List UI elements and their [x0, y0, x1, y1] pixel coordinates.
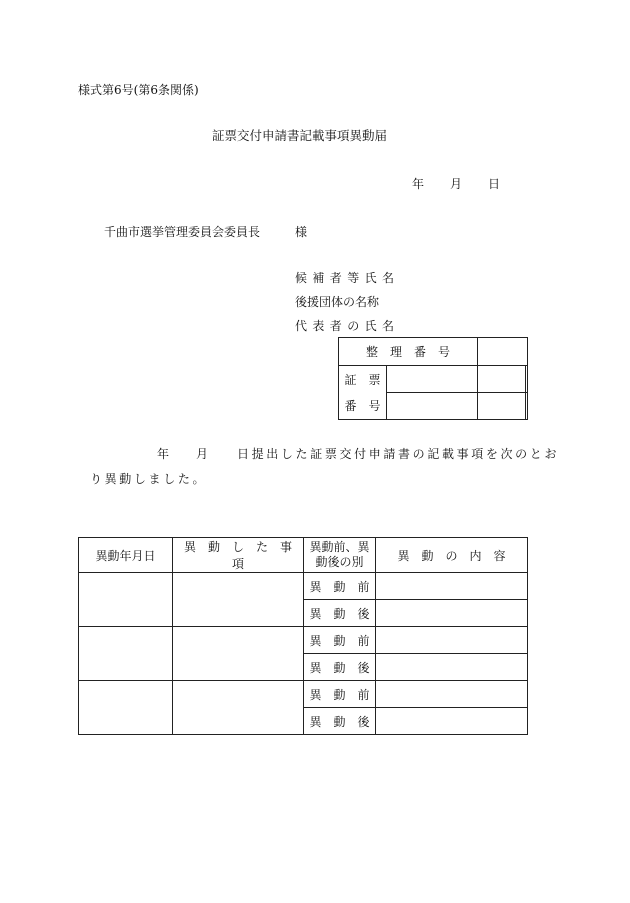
support-group-name-label: 後援団体の名称 [295, 295, 380, 309]
after-label: 異 動 後 [304, 654, 376, 681]
certificate-number-label [339, 366, 387, 420]
date-month-label: 月 [450, 177, 463, 191]
change-content-cell[interactable] [376, 573, 528, 600]
representative-name-label: 代表者の氏名 [295, 319, 400, 333]
change-date-cell[interactable] [79, 573, 173, 627]
certificate-cell[interactable] [478, 393, 526, 420]
after-label: 異 動 後 [304, 708, 376, 735]
change-content-cell[interactable] [376, 627, 528, 654]
after-label: 異 動 後 [304, 600, 376, 627]
certificate-cell[interactable] [387, 393, 478, 420]
change-content-cell[interactable] [376, 654, 528, 681]
body-month-label: 月 [196, 447, 209, 461]
form-number: 様式第6号(第6条関係) [78, 83, 199, 97]
date-day-label: 日 [488, 177, 501, 191]
changed-item-cell[interactable] [173, 681, 304, 735]
id-number-box [338, 337, 528, 420]
body-text-line-2: り異動しました。 [90, 472, 208, 486]
body-text-line-1: 日提出した証票交付申請書の記載事項を次のとお [237, 447, 560, 461]
certificate-label-line-1: 証 票 [344, 372, 381, 387]
certificate-cell[interactable] [526, 393, 528, 420]
certificate-label-line-2: 番 号 [344, 398, 381, 413]
addressee-name: 千曲市選挙管理委員会委員長 [104, 225, 261, 239]
certificate-cell[interactable] [478, 366, 526, 393]
certificate-cell[interactable] [526, 366, 528, 393]
changed-item-cell[interactable] [173, 627, 304, 681]
body-year-label: 年 [157, 447, 170, 461]
header-changed-item: 異 動 し た 事 項 [173, 538, 304, 573]
change-date-cell[interactable] [79, 681, 173, 735]
header-change-content: 異 動 の 内 容 [376, 538, 528, 573]
change-details-table [78, 537, 528, 735]
change-content-cell[interactable] [376, 600, 528, 627]
before-label: 異 動 前 [304, 627, 376, 654]
reference-number-label: 整 理 番 号 [339, 338, 478, 366]
change-date-cell[interactable] [79, 627, 173, 681]
before-label: 異 動 前 [304, 573, 376, 600]
reference-number-value[interactable] [478, 338, 528, 366]
before-label: 異 動 前 [304, 681, 376, 708]
change-content-cell[interactable] [376, 681, 528, 708]
document-title: 証票交付申請書記載事項異動届 [212, 128, 388, 143]
header-before-after: 異動前、異 動後の別 [304, 538, 376, 573]
certificate-cell[interactable] [387, 366, 478, 393]
changed-item-cell[interactable] [173, 573, 304, 627]
addressee-honorific: 様 [295, 225, 308, 239]
candidate-name-label: 候補者等氏名 [295, 271, 400, 285]
change-content-cell[interactable] [376, 708, 528, 735]
header-change-date: 異動年月日 [79, 538, 173, 573]
date-year-label: 年 [412, 177, 425, 191]
